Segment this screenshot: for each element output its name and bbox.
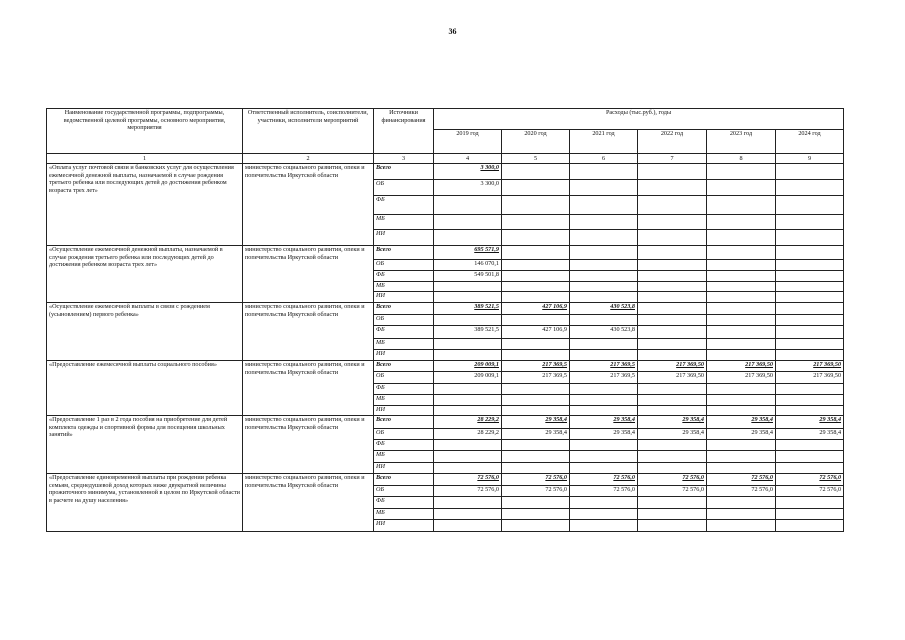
amount-cell [776, 180, 844, 196]
amount-cell: 72 576,0 [570, 486, 638, 497]
funding-source: ОБ [374, 315, 434, 326]
measure-executor: министерство социального развития, опеки и попечительства Иркутской области [243, 246, 374, 303]
amount-cell [707, 497, 776, 509]
amount-cell [776, 292, 844, 303]
amount-cell [570, 406, 638, 416]
amount-cell [434, 463, 502, 474]
header-sources: Источники финансирования [374, 109, 434, 154]
amount-cell [707, 451, 776, 463]
amount-cell [434, 497, 502, 509]
amount-cell [707, 246, 776, 260]
amount-cell [776, 215, 844, 230]
column-number: 6 [570, 154, 638, 164]
amount-cell: 72 576,0 [638, 486, 707, 497]
amount-cell [570, 395, 638, 406]
amount-cell [502, 215, 570, 230]
amount-cell [502, 196, 570, 215]
amount-cell [707, 230, 776, 246]
amount-cell [502, 282, 570, 292]
amount-cell [570, 196, 638, 215]
amount-cell [570, 463, 638, 474]
header-year: 2021 год [570, 130, 638, 154]
amount-cell: 29 358,4 [776, 416, 844, 429]
amount-cell [434, 292, 502, 303]
measure-name: «Осуществление ежемесячной денежной выплаты, назначаемой в случае рождения третьего ребенка или последующих детей до достижения ребенком возраста трех лет» [47, 246, 243, 303]
header-year: 2024 год [776, 130, 844, 154]
amount-cell [776, 463, 844, 474]
amount-cell: 389 521,5 [434, 326, 502, 339]
column-number: 4 [434, 154, 502, 164]
header-expenses: Расходы (тыс.руб.), годы [434, 109, 844, 130]
amount-cell [502, 230, 570, 246]
amount-cell [502, 406, 570, 416]
amount-cell [570, 440, 638, 451]
column-number: 5 [502, 154, 570, 164]
amount-cell [502, 395, 570, 406]
funding-source: МБ [374, 451, 434, 463]
amount-cell [638, 520, 707, 532]
amount-cell: 427 106,9 [502, 303, 570, 315]
amount-cell [570, 180, 638, 196]
page-number: 36 [448, 27, 457, 36]
amount-cell [707, 350, 776, 361]
amount-cell: 430 523,8 [570, 326, 638, 339]
funding-source: Всего [374, 246, 434, 260]
amount-cell [638, 246, 707, 260]
measure-name: «Осуществление ежемесячной выплаты в связи с рождением (усыновлением) первого ребенка» [47, 303, 243, 361]
amount-cell [707, 326, 776, 339]
header-name: Наименование государственной программы, подпрограммы, ведомственной целевой программы, основного мероприятия, мероприятия [47, 109, 243, 154]
amount-cell [502, 246, 570, 260]
amount-cell: 72 576,0 [638, 474, 707, 486]
amount-cell: 217 369,50 [638, 361, 707, 372]
amount-cell [776, 395, 844, 406]
amount-cell [638, 303, 707, 315]
amount-cell [502, 463, 570, 474]
amount-cell [707, 180, 776, 196]
amount-cell [638, 395, 707, 406]
column-number: 3 [374, 154, 434, 164]
amount-cell [776, 271, 844, 282]
amount-cell [776, 282, 844, 292]
amount-cell: 389 521,5 [434, 303, 502, 315]
amount-cell [570, 246, 638, 260]
funding-source: Всего [374, 474, 434, 486]
funding-source: ОБ [374, 260, 434, 271]
amount-cell [707, 440, 776, 451]
amount-cell [776, 326, 844, 339]
amount-cell [638, 260, 707, 271]
header-executor: Ответственный исполнитель, соисполнители, участники, исполнители мероприятий [243, 109, 374, 154]
amount-cell [502, 315, 570, 326]
measure-name: «Оплата услуг почтовой связи и банковских услуг для осуществления ежемесячной денежной выплаты, назначаемой в случае рождения третьего ребенка или последующих детей до достижения ребенком возраста трех лет» [47, 164, 243, 246]
amount-cell: 29 358,4 [707, 416, 776, 429]
amount-cell [570, 260, 638, 271]
amount-cell [638, 315, 707, 326]
amount-cell: 72 576,0 [707, 486, 776, 497]
amount-cell [707, 384, 776, 395]
amount-cell [434, 282, 502, 292]
amount-cell [434, 520, 502, 532]
amount-cell [502, 292, 570, 303]
amount-cell: 217 369,50 [707, 372, 776, 384]
amount-cell [707, 196, 776, 215]
amount-cell [707, 260, 776, 271]
amount-cell [638, 215, 707, 230]
amount-cell [776, 520, 844, 532]
amount-cell [776, 260, 844, 271]
measure-name: «Предоставление единовременной выплаты при рождении ребенка семьям, среднедушевой доход которых ниже двукратной величины прожиточного минимума, установленной в целом по Иркутской области в расчете на душу населения» [47, 474, 243, 532]
table-row [47, 303, 844, 315]
amount-cell [776, 440, 844, 451]
amount-cell [570, 230, 638, 246]
amount-cell: 28 229,2 [434, 429, 502, 440]
table-row [47, 474, 844, 486]
budget-table [46, 108, 844, 532]
amount-cell [638, 384, 707, 395]
amount-cell: 29 358,4 [707, 429, 776, 440]
amount-cell: 72 576,0 [434, 486, 502, 497]
amount-cell [776, 451, 844, 463]
amount-cell [570, 339, 638, 350]
amount-cell [638, 339, 707, 350]
amount-cell [638, 230, 707, 246]
amount-cell [502, 180, 570, 196]
funding-source: МБ [374, 282, 434, 292]
amount-cell [638, 282, 707, 292]
measure-executor: министерство социального развития, опеки и попечительства Иркутской области [243, 303, 374, 361]
funding-source: ИИ [374, 463, 434, 474]
amount-cell: 3 300,0 [434, 164, 502, 180]
amount-cell [570, 271, 638, 282]
measure-name: «Предоставление ежемесячной выплаты социального пособия» [47, 361, 243, 416]
amount-cell [776, 315, 844, 326]
amount-cell: 209 009,1 [434, 372, 502, 384]
amount-cell: 29 358,4 [570, 429, 638, 440]
amount-cell: 549 501,8 [434, 271, 502, 282]
amount-cell [434, 395, 502, 406]
amount-cell: 217 369,5 [570, 372, 638, 384]
amount-cell: 217 369,50 [776, 372, 844, 384]
amount-cell [434, 509, 502, 520]
amount-cell: 217 369,50 [638, 372, 707, 384]
amount-cell: 29 358,4 [570, 416, 638, 429]
amount-cell [638, 292, 707, 303]
column-number: 2 [243, 154, 374, 164]
amount-cell [707, 315, 776, 326]
funding-source: ОБ [374, 429, 434, 440]
amount-cell [434, 315, 502, 326]
amount-cell [434, 451, 502, 463]
table-row [47, 416, 844, 429]
amount-cell: 72 576,0 [776, 474, 844, 486]
funding-source: ОБ [374, 486, 434, 497]
amount-cell [776, 303, 844, 315]
funding-source: Всего [374, 361, 434, 372]
amount-cell [570, 315, 638, 326]
amount-cell [502, 497, 570, 509]
amount-cell [776, 246, 844, 260]
amount-cell [776, 384, 844, 395]
amount-cell [502, 350, 570, 361]
amount-cell [502, 440, 570, 451]
amount-cell: 72 576,0 [570, 474, 638, 486]
amount-cell [638, 164, 707, 180]
amount-cell: 695 571,9 [434, 246, 502, 260]
amount-cell: 72 576,0 [502, 474, 570, 486]
amount-cell [638, 180, 707, 196]
amount-cell [707, 406, 776, 416]
amount-cell: 427 106,9 [502, 326, 570, 339]
amount-cell [434, 406, 502, 416]
amount-cell: 217 369,5 [502, 361, 570, 372]
funding-source: ИИ [374, 230, 434, 246]
amount-cell: 217 369,50 [776, 361, 844, 372]
amount-cell [638, 271, 707, 282]
funding-source: Всего [374, 303, 434, 315]
amount-cell [776, 164, 844, 180]
amount-cell [502, 260, 570, 271]
amount-cell [776, 497, 844, 509]
amount-cell [707, 292, 776, 303]
funding-source: ИИ [374, 406, 434, 416]
header-year: 2019 год [434, 130, 502, 154]
amount-cell: 72 576,0 [434, 474, 502, 486]
amount-cell [502, 384, 570, 395]
amount-cell [638, 509, 707, 520]
funding-source: МБ [374, 339, 434, 350]
funding-source: ОБ [374, 180, 434, 196]
amount-cell: 217 369,5 [502, 372, 570, 384]
amount-cell [638, 350, 707, 361]
amount-cell: 430 523,8 [570, 303, 638, 315]
amount-cell: 72 576,0 [776, 486, 844, 497]
amount-cell [638, 463, 707, 474]
amount-cell [776, 509, 844, 520]
measure-executor: министерство социального развития, опеки и попечительства Иркутской области [243, 416, 374, 474]
amount-cell [638, 440, 707, 451]
amount-cell [502, 164, 570, 180]
amount-cell [502, 271, 570, 282]
amount-cell: 29 358,4 [502, 416, 570, 429]
funding-source: ИИ [374, 350, 434, 361]
amount-cell [434, 230, 502, 246]
funding-source: ФБ [374, 271, 434, 282]
amount-cell [502, 339, 570, 350]
amount-cell [570, 451, 638, 463]
amount-cell [776, 196, 844, 215]
funding-source: ИИ [374, 292, 434, 303]
amount-cell [434, 339, 502, 350]
amount-cell [707, 282, 776, 292]
amount-cell [707, 303, 776, 315]
header-year: 2020 год [502, 130, 570, 154]
amount-cell: 29 358,4 [638, 429, 707, 440]
amount-cell [570, 292, 638, 303]
amount-cell [502, 520, 570, 532]
amount-cell: 217 369,50 [707, 361, 776, 372]
column-number: 8 [707, 154, 776, 164]
amount-cell [707, 215, 776, 230]
measure-executor: министерство социального развития, опеки и попечительства Иркутской области [243, 361, 374, 416]
amount-cell: 72 576,0 [502, 486, 570, 497]
amount-cell [707, 271, 776, 282]
amount-cell [638, 196, 707, 215]
column-number: 1 [47, 154, 243, 164]
amount-cell [638, 326, 707, 339]
amount-cell: 146 070,1 [434, 260, 502, 271]
amount-cell: 29 358,4 [776, 429, 844, 440]
amount-cell [570, 164, 638, 180]
amount-cell [707, 520, 776, 532]
amount-cell [502, 451, 570, 463]
funding-source: ФБ [374, 440, 434, 451]
measure-executor: министерство социального развития, опеки и попечительства Иркутской области [243, 164, 374, 246]
funding-source: Всего [374, 416, 434, 429]
amount-cell [434, 350, 502, 361]
amount-cell: 3 300,0 [434, 180, 502, 196]
header-year: 2022 год [638, 130, 707, 154]
table-body [47, 164, 844, 532]
amount-cell: 209 009,1 [434, 361, 502, 372]
amount-cell: 28 229,2 [434, 416, 502, 429]
amount-cell [776, 406, 844, 416]
amount-cell [707, 395, 776, 406]
funding-source: ФБ [374, 326, 434, 339]
amount-cell [638, 497, 707, 509]
amount-cell [434, 440, 502, 451]
funding-source: МБ [374, 509, 434, 520]
amount-cell [776, 350, 844, 361]
amount-cell: 217 369,5 [570, 361, 638, 372]
table-row [47, 361, 844, 372]
amount-cell [434, 384, 502, 395]
funding-source: МБ [374, 395, 434, 406]
amount-cell [434, 196, 502, 215]
funding-source: ФБ [374, 384, 434, 395]
funding-source: Всего [374, 164, 434, 180]
amount-cell [570, 509, 638, 520]
amount-cell [638, 406, 707, 416]
amount-cell: 29 358,4 [638, 416, 707, 429]
amount-cell: 72 576,0 [707, 474, 776, 486]
amount-cell [707, 164, 776, 180]
funding-source: МБ [374, 215, 434, 230]
amount-cell [570, 350, 638, 361]
amount-cell [570, 384, 638, 395]
amount-cell [570, 497, 638, 509]
amount-cell [707, 463, 776, 474]
amount-cell [707, 339, 776, 350]
table-row [47, 164, 844, 180]
amount-cell [570, 520, 638, 532]
column-number: 7 [638, 154, 707, 164]
amount-cell [776, 230, 844, 246]
amount-cell [502, 509, 570, 520]
measure-name: «Предоставление 1 раз в 2 года пособия на приобретение для детей комплекта одежды и спортивной формы для посещения школьных занятий» [47, 416, 243, 474]
amount-cell [776, 339, 844, 350]
amount-cell [570, 282, 638, 292]
funding-source: ФБ [374, 196, 434, 215]
funding-source: ФБ [374, 497, 434, 509]
amount-cell [434, 215, 502, 230]
amount-cell [707, 509, 776, 520]
header-year: 2023 год [707, 130, 776, 154]
funding-source: ИИ [374, 520, 434, 532]
table-row [47, 246, 844, 260]
funding-source: ОБ [374, 372, 434, 384]
measure-executor: министерство социального развития, опеки и попечительства Иркутской области [243, 474, 374, 532]
amount-cell: 29 358,4 [502, 429, 570, 440]
column-number: 9 [776, 154, 844, 164]
amount-cell [570, 215, 638, 230]
amount-cell [638, 451, 707, 463]
